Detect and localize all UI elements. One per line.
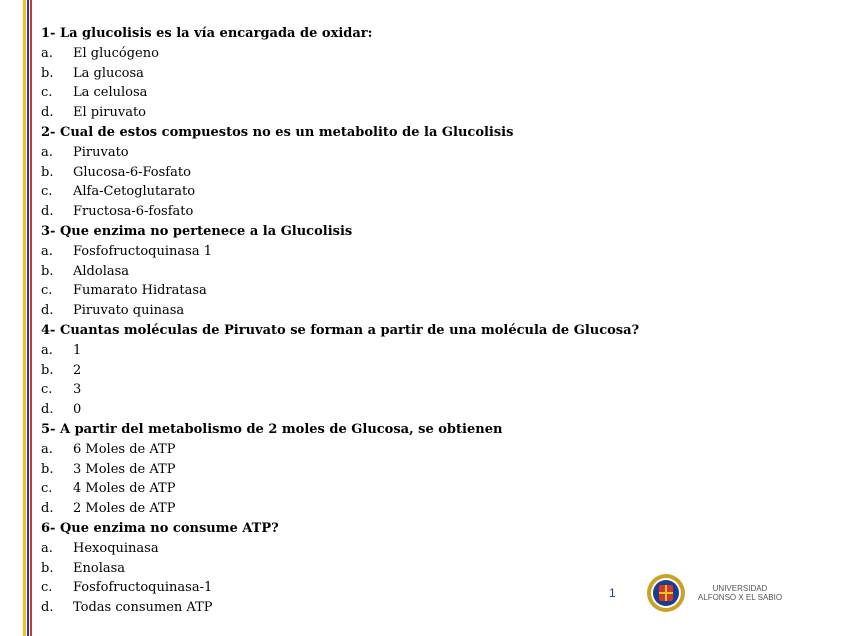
answer-option xyxy=(41,440,681,460)
answer-option xyxy=(41,301,681,321)
option-text: Enolasa xyxy=(73,560,126,576)
option-letter: b. xyxy=(41,461,54,477)
answer-option xyxy=(41,202,681,222)
option-letter: a. xyxy=(41,540,53,556)
option-text: Alfa-Cetoglutarato xyxy=(73,184,196,200)
option-text: Glucosa-6-Fosfato xyxy=(73,164,191,180)
answer-option xyxy=(41,341,681,361)
answer-option xyxy=(41,262,681,282)
option-letter: c. xyxy=(41,184,53,200)
option-letter: b. xyxy=(41,263,54,279)
page-number: 1 xyxy=(609,586,616,600)
option-letter: a. xyxy=(41,441,53,457)
answer-option xyxy=(41,460,681,480)
answer-option xyxy=(41,578,681,598)
option-letter: b. xyxy=(41,164,54,180)
question-title: 5- A partir del metabolismo de 2 moles de Glucosa, se obtienen xyxy=(41,421,503,437)
option-text: Piruvato quinasa xyxy=(73,303,185,319)
answer-option xyxy=(41,479,681,499)
question-title: 1- La glucolisis es la vía encargada de oxidar: xyxy=(41,26,373,41)
option-letter: c. xyxy=(41,580,53,596)
option-letter: a. xyxy=(41,342,53,358)
option-text: La celulosa xyxy=(73,85,148,101)
option-letter: d. xyxy=(41,105,54,121)
option-text: Fumarato Hidratasa xyxy=(73,283,207,299)
answer-option xyxy=(41,598,681,618)
answer-option xyxy=(41,163,681,183)
answer-option xyxy=(41,559,681,579)
answer-option xyxy=(41,103,681,123)
answer-option xyxy=(41,361,681,381)
option-text: Piruvato xyxy=(73,144,129,160)
university-name-line1: UNIVERSIDAD xyxy=(712,584,768,593)
option-text: Fosfofructoquinasa 1 xyxy=(73,243,212,259)
question-title: 2- Cual de estos compuestos no es un metabolito de la Glucolisis xyxy=(41,124,514,140)
option-letter: d. xyxy=(41,600,54,616)
answer-option xyxy=(41,380,681,400)
option-text: Aldolasa xyxy=(73,263,130,279)
answer-option xyxy=(41,143,681,163)
option-letter: c. xyxy=(41,283,53,299)
question-title: 4- Cuantas moléculas de Piruvato se forman a partir de una molécula de Glucosa? xyxy=(41,322,640,338)
question-title: 6- Que enzima no consume ATP? xyxy=(41,520,279,536)
answer-option xyxy=(41,64,681,84)
option-text: El piruvato xyxy=(73,105,146,121)
option-text: Fosfofructoquinasa-1 xyxy=(73,580,213,596)
university-name-line2: ALFONSO X EL SABIO xyxy=(697,593,783,602)
answer-option xyxy=(41,83,681,103)
option-text: 2 xyxy=(73,362,82,378)
quiz-content xyxy=(41,24,681,618)
answer-option xyxy=(41,44,681,64)
university-name xyxy=(694,584,786,602)
option-text: 2 Moles de ATP xyxy=(73,501,176,517)
answer-option xyxy=(41,539,681,559)
option-letter: a. xyxy=(41,144,53,160)
option-text: Todas consumen ATP xyxy=(73,600,213,616)
answer-option xyxy=(41,281,681,301)
answer-option xyxy=(41,182,681,202)
option-text: Fructosa-6-fosfato xyxy=(73,204,194,220)
option-letter: a. xyxy=(41,243,53,259)
option-text: 6 Moles de ATP xyxy=(73,441,176,457)
option-letter: b. xyxy=(41,560,54,576)
option-text: 3 xyxy=(73,382,82,398)
option-text: 4 Moles de ATP xyxy=(73,481,176,497)
option-letter: d. xyxy=(41,303,54,319)
option-text: 1 xyxy=(73,342,82,358)
option-letter: a. xyxy=(41,45,53,61)
option-letter: d. xyxy=(41,402,54,418)
option-letter: c. xyxy=(41,382,53,398)
option-letter: b. xyxy=(41,362,54,378)
option-text: La glucosa xyxy=(73,65,144,81)
option-text: 3 Moles de ATP xyxy=(73,461,176,477)
answer-option xyxy=(41,242,681,262)
question-title: 3- Que enzima no pertenece a la Glucolisis xyxy=(41,223,353,239)
option-text: 0 xyxy=(73,402,82,418)
answer-option xyxy=(41,499,681,519)
option-letter: b. xyxy=(41,65,54,81)
answer-option xyxy=(41,400,681,420)
option-text: El glucógeno xyxy=(73,45,159,61)
left-stripe-blue xyxy=(27,0,29,636)
option-text: Hexoquinasa xyxy=(73,540,159,556)
option-letter: c. xyxy=(41,85,53,101)
left-stripe-yellow xyxy=(23,0,26,636)
option-letter: c. xyxy=(41,481,53,497)
option-letter: d. xyxy=(41,204,54,220)
option-letter: d. xyxy=(41,501,54,517)
left-stripe-red xyxy=(30,0,32,636)
university-seal-icon xyxy=(646,573,686,613)
